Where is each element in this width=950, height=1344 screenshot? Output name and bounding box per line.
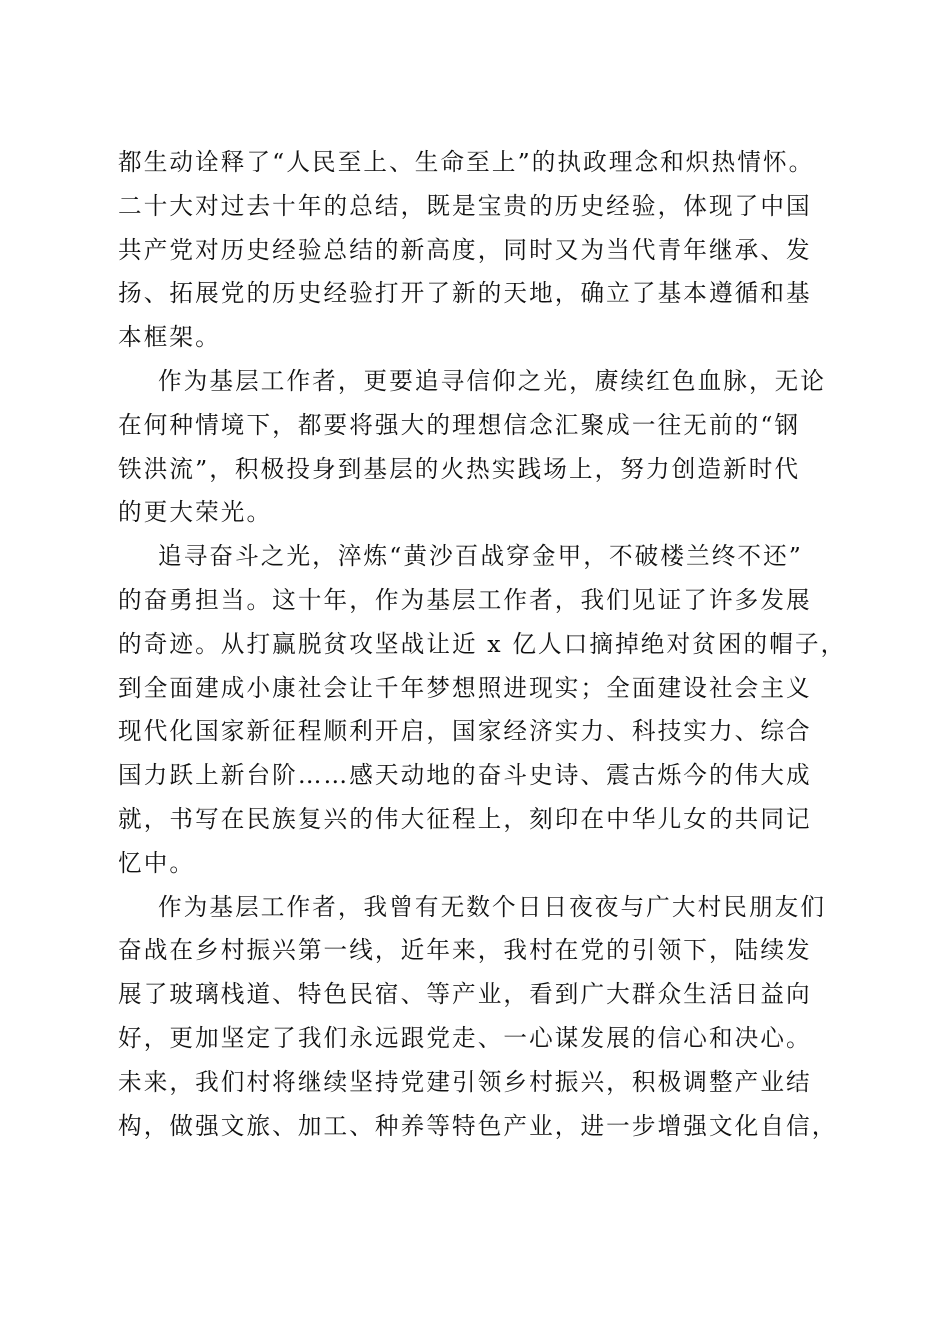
text-line: 展了玻璃栈道、特色民宿、等产业，看到广大群众生活日益向 xyxy=(118,980,812,1009)
text-line: 现代化国家新征程顺利开启，国家经济实力、科技实力、综合 xyxy=(118,717,812,746)
text-line: 好，更加坚定了我们永远跟党走、一心谋发展的信心和决心。 xyxy=(118,1023,812,1052)
text-line: 共产党对历史经验总结的新高度，同时又为当代青年继承、发 xyxy=(118,235,812,264)
text-line: 本框架。 xyxy=(118,323,221,352)
text-line: 二十大对过去十年的总结，既是宝贵的历史经验，体现了中国 xyxy=(118,191,812,220)
text-line: 作为基层工作者，我曾有无数个日日夜夜与广大村民朋友们 xyxy=(158,892,827,921)
text-line: 国力跃上新台阶……感天动地的奋斗史诗、震古烁今的伟大成 xyxy=(118,761,812,790)
text-line: 扬、拓展党的历史经验打开了新的天地，确立了基本遵循和基 xyxy=(118,279,812,308)
text-line: 作为基层工作者，更要追寻信仰之光，赓续红色血脉，无论 xyxy=(158,366,827,395)
text-line: 未来，我们村将继续坚持党建引领乡村振兴，积极调整产业结 xyxy=(118,1067,812,1096)
text-line: 都生动诠释了“人民至上、生命至上”的执政理念和炽热情怀。 xyxy=(118,148,815,176)
text-line: 的奇迹。从打赢脱贫攻坚战让近 x 亿人口摘掉绝对贫困的帽子， xyxy=(118,629,847,658)
text-line: 追寻奋斗之光，淬炼“黄沙百战穿金甲，不破楼兰终不还” xyxy=(158,542,803,571)
text-line: 就，书写在民族复兴的伟大征程上，刻印在中华儿女的共同记 xyxy=(118,804,812,833)
text-line: 到全面建成小康社会让千年梦想照进现实；全面建设社会主义 xyxy=(118,673,812,702)
text-line: 构，做强文旅、加工、种养等特色产业，进一步增强文化自信， xyxy=(118,1111,838,1140)
text-line: 的奋勇担当。这十年，作为基层工作者，我们见证了许多发展 xyxy=(118,585,812,614)
body-text xyxy=(118,141,847,1148)
text-line: 在何种情境下，都要将强大的理想信念汇聚成一往无前的“钢 xyxy=(118,410,801,439)
text-line: 忆中。 xyxy=(118,848,196,877)
text-line: 的更大荣光。 xyxy=(118,498,273,527)
text-line: 奋战在乡村振兴第一线，近年来，我村在党的引领下，陆续发 xyxy=(118,936,812,965)
text-line: 铁洪流”，积极投身到基层的火热实践场上，努力创造新时代 xyxy=(118,454,801,483)
